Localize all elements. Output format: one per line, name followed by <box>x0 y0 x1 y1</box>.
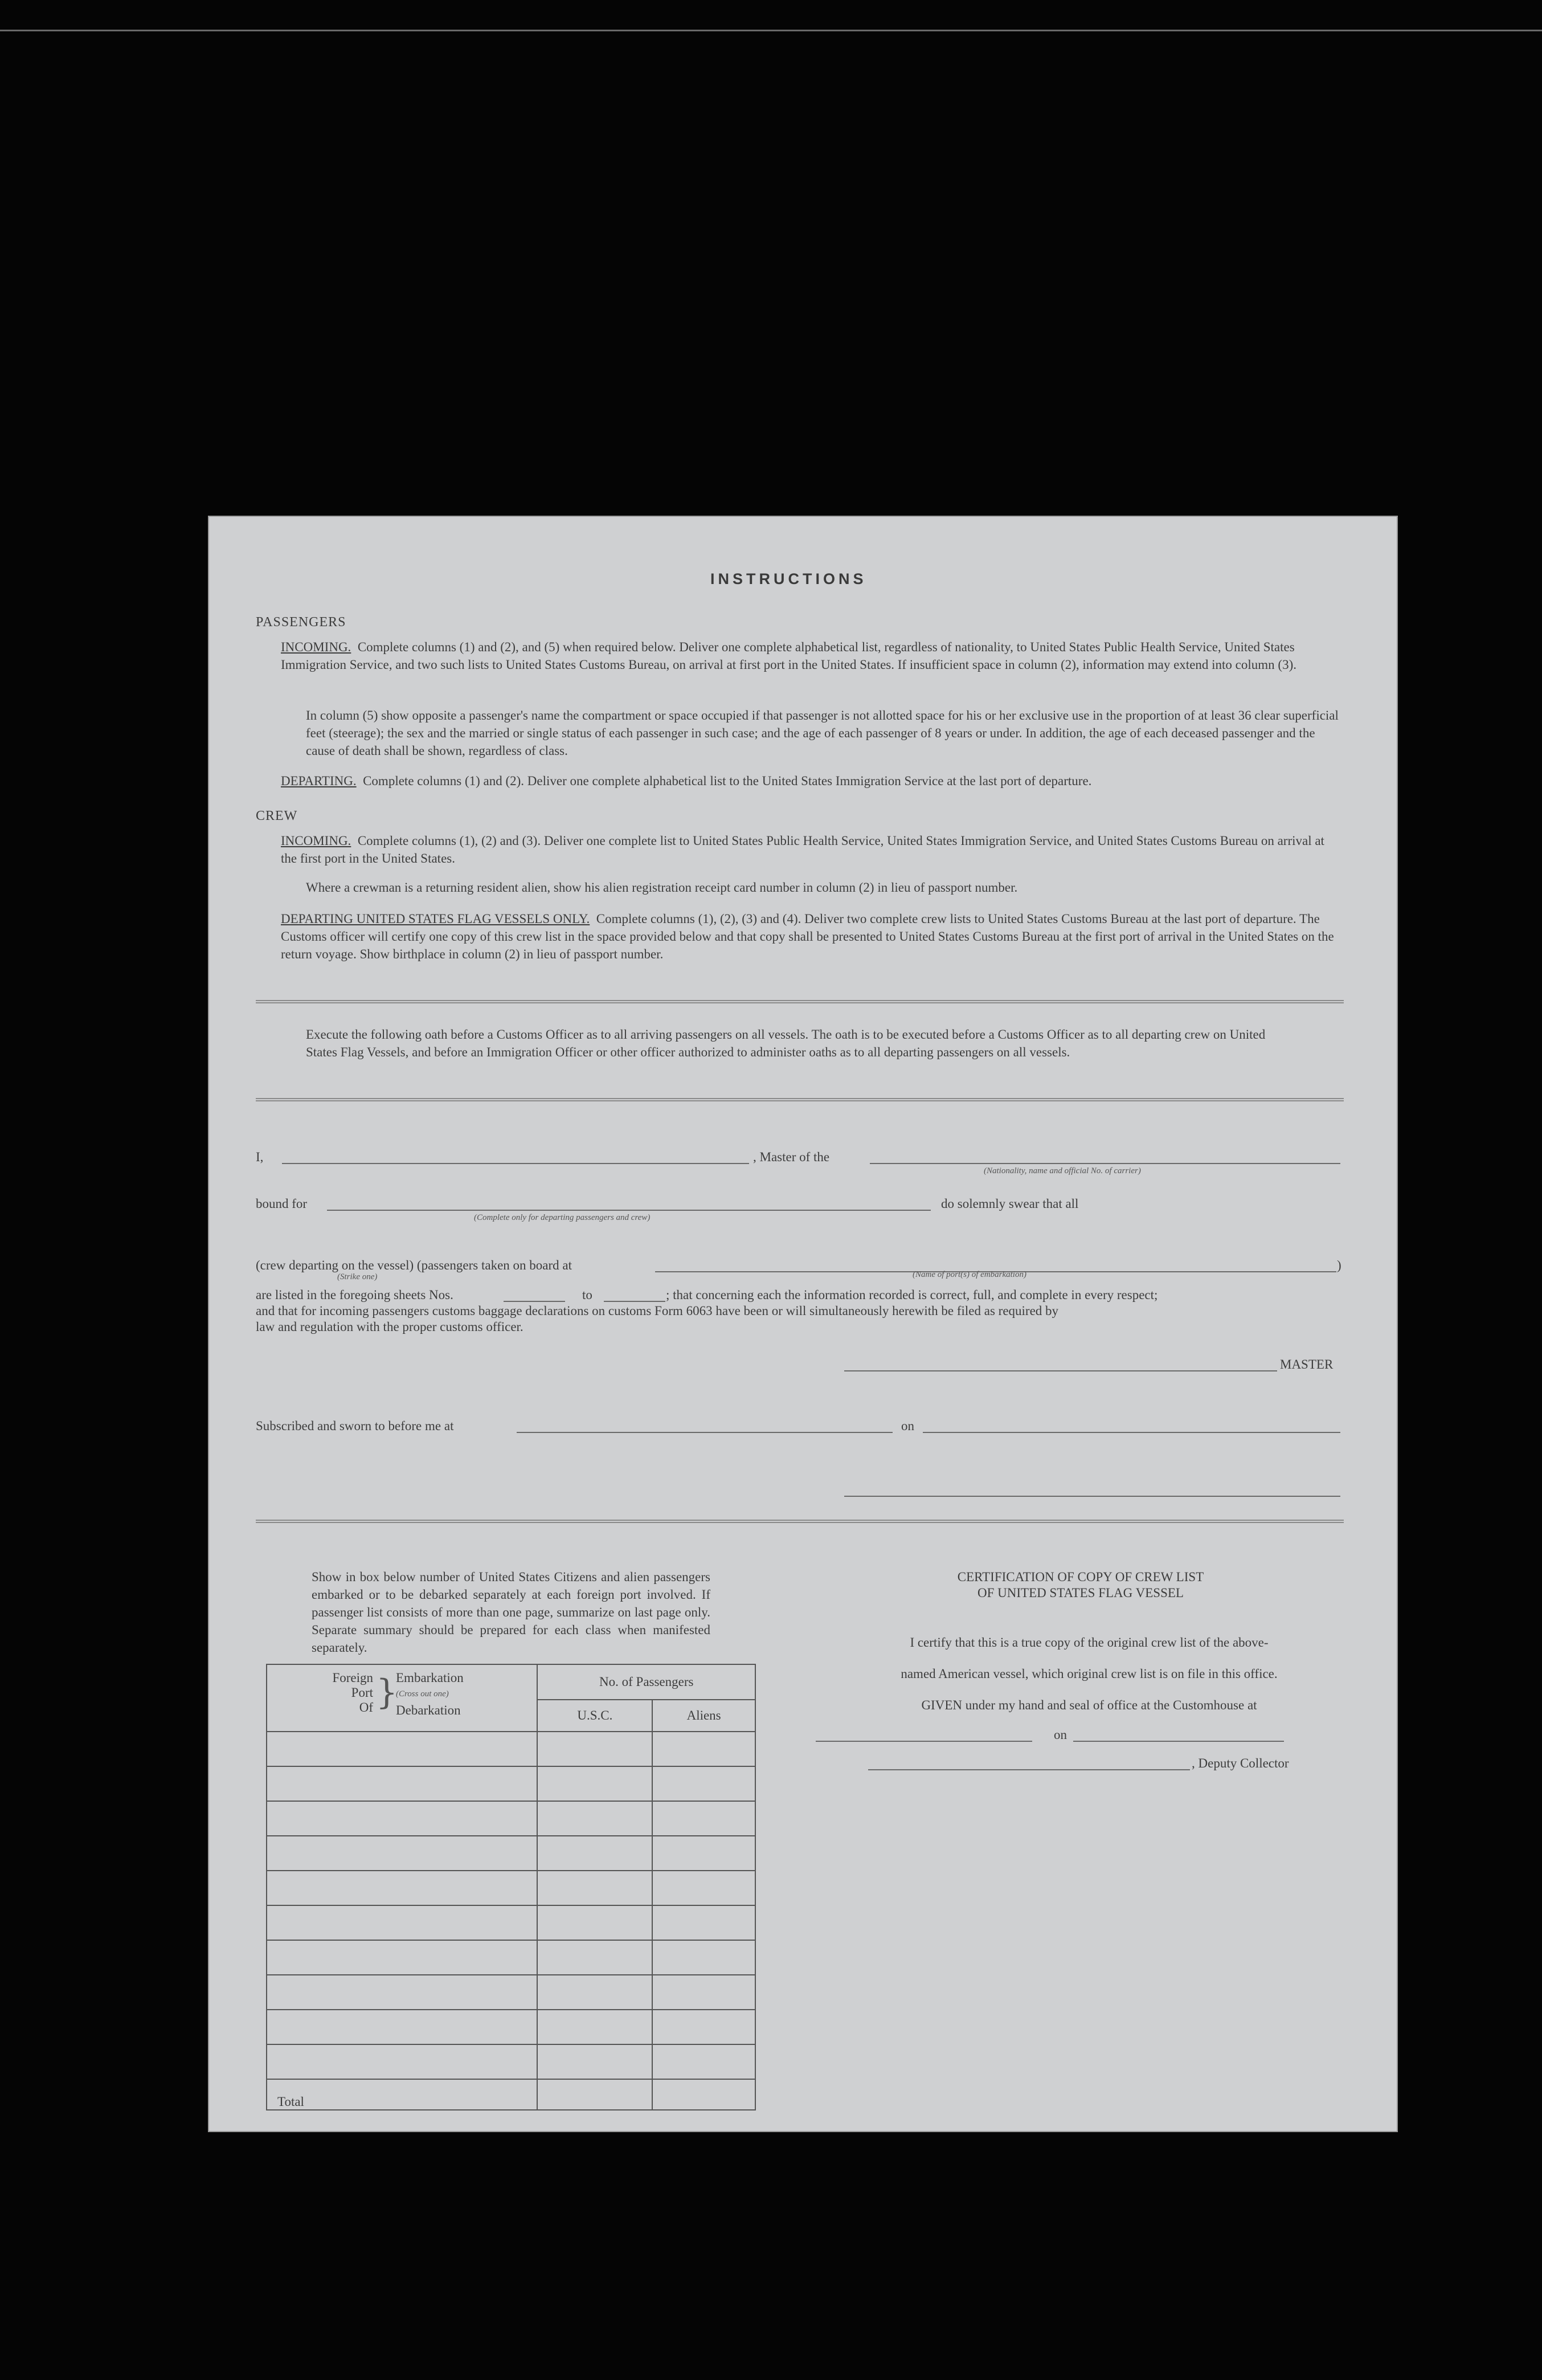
table-row <box>267 1801 755 1836</box>
port-cell[interactable] <box>267 1975 537 2010</box>
certification-title-line2: OF UNITED STATES FLAG VESSEL <box>977 1586 1184 1600</box>
usc-cell[interactable] <box>537 1732 652 1766</box>
usc-cell[interactable] <box>537 1766 652 1801</box>
summary-instruction: Show in box below number of United States Citizens and alien passengers embarked or to be debarked separately at each foreign port involved. If passenger list consists of more than one page, summarize on last page only. Separate summary should be prepared for each class when manifested separately. <box>312 1570 710 1655</box>
usc-cell[interactable] <box>537 1836 652 1871</box>
no-passengers-header: No. of Passengers <box>537 1664 755 1700</box>
crew-departing-paragraph <box>281 910 1340 963</box>
passengers-incoming-paragraph <box>281 638 1340 673</box>
summary-header-row <box>267 1664 755 1700</box>
bound-for-label: bound for <box>256 1197 308 1211</box>
table-row <box>267 1905 755 1940</box>
given-statement: GIVEN under my hand and seal of office at the Customhouse at <box>921 1698 1257 1712</box>
total-row <box>267 2079 755 2110</box>
passengers-column5-paragraph: In column (5) show opposite a passenger's name the compartment or space occupied if that passenger is not allotted space for his or her exclusive use in the proportion of at least 36 clear superficial feet (steerage); the sex and the married or single status of each passenger in such case; and the age of each passenger of 8 years or under. In addition, the age of each deceased passenger and the cause of death shall be shown, regardless of class. <box>306 708 1339 758</box>
table-row <box>267 1836 755 1871</box>
brace-icon: } <box>376 1672 398 1712</box>
ports-caption: (Name of port(s) of embarkation) <box>913 1270 1026 1279</box>
port-header-cell <box>267 1664 537 1732</box>
oath-intro: Execute the following oath before a Customs Officer as to all arriving passengers on all vessels. The oath is to be executed before a Customs Officer as to all departing crew on United States Flag Vessels, and before an Immigration Officer or other officer authorized to administer oaths as to all departing passengers on all vessels. <box>306 1027 1266 1059</box>
aliens-cell[interactable] <box>652 2044 755 2079</box>
summary-divider <box>256 1520 1344 1523</box>
usc-cell[interactable] <box>537 1905 652 1940</box>
crew-heading: CREW <box>256 809 298 823</box>
usc-cell[interactable] <box>537 1975 652 2010</box>
table-row <box>267 2044 755 2079</box>
regulation-statement: law and regulation with the proper customs officer. <box>256 1320 523 1334</box>
port-cell[interactable] <box>267 1905 537 1940</box>
aliens-cell[interactable] <box>652 1940 755 1975</box>
foreign-label: Foreign <box>332 1671 373 1685</box>
crew-passengers-label: (crew departing on the vessel) (passengers taken on board at <box>256 1258 572 1272</box>
of-label: Of <box>359 1700 373 1714</box>
port-cell[interactable] <box>267 1766 537 1801</box>
sworn-place-field[interactable] <box>517 1432 893 1433</box>
strike-one-caption: (Strike one) <box>337 1272 378 1281</box>
passengers-departing-text: Complete columns (1) and (2). Deliver one complete alphabetical list to the United States Immigration Service at the last port of departure. <box>363 774 1092 788</box>
usc-header: U.S.C. <box>537 1700 652 1732</box>
port-cell[interactable] <box>267 1871 537 1905</box>
document-page <box>209 517 1397 2131</box>
debarkation-label: Debarkation <box>396 1703 461 1717</box>
sheets-statement: ; that concerning each the information recorded is correct, full, and complete in every respect; <box>666 1288 1158 1302</box>
port-cell[interactable] <box>267 1801 537 1836</box>
total-aliens-cell[interactable] <box>652 2079 755 2110</box>
sheets-to-label: to <box>582 1288 592 1302</box>
table-row <box>267 2010 755 2044</box>
passengers-incoming-label: INCOMING. <box>281 640 351 654</box>
usc-cell[interactable] <box>537 2010 652 2044</box>
swear-label: do solemnly swear that all <box>941 1197 1079 1211</box>
carrier-field[interactable] <box>870 1163 1340 1164</box>
port-cell[interactable] <box>267 1836 537 1871</box>
certification-title-line1: CERTIFICATION OF COPY OF CREW LIST <box>957 1570 1204 1584</box>
deputy-collector-label: , Deputy Collector <box>1192 1756 1289 1770</box>
sheets-label: are listed in the foregoing sheets Nos. <box>256 1288 453 1302</box>
aliens-cell[interactable] <box>652 1905 755 1940</box>
bound-for-field[interactable] <box>327 1210 931 1211</box>
customhouse-field[interactable] <box>816 1741 1032 1742</box>
table-row <box>267 1940 755 1975</box>
crew-departing-label: DEPARTING UNITED STATES FLAG VESSELS ONLY. <box>281 912 590 926</box>
table-row <box>267 1871 755 1905</box>
crew-alien-paragraph: Where a crewman is a returning resident alien, show his alien registration receipt card number in column (2) in lieu of passport number. <box>306 880 1018 895</box>
crew-incoming-label: INCOMING. <box>281 834 351 848</box>
section-divider <box>256 1000 1344 1003</box>
port-cell[interactable] <box>267 1940 537 1975</box>
aliens-cell[interactable] <box>652 2010 755 2044</box>
master-label: MASTER <box>1280 1357 1334 1371</box>
sworn-on-label: on <box>901 1419 914 1433</box>
usc-cell[interactable] <box>537 1801 652 1836</box>
aliens-cell[interactable] <box>652 1766 755 1801</box>
instructions-title: INSTRUCTIONS <box>710 570 867 587</box>
usc-cell[interactable] <box>537 1940 652 1975</box>
aliens-header: Aliens <box>652 1700 755 1732</box>
port-cell[interactable] <box>267 2010 537 2044</box>
master-signature-field[interactable] <box>844 1370 1277 1371</box>
crew-departing-text: Complete columns (1), (2), (3) and (4). Deliver two complete crew lists to United States Customs Bureau at the last port of departure. The Customs officer will certify one copy of this crew list in the space provided below and that copy shall be presented to United States Customs Bureau at the first port of arrival in the United States on the return voyage. Show birthplace in column (2) in lieu of passport number. <box>281 912 1334 961</box>
port-cell[interactable] <box>267 2044 537 2079</box>
scan-edge-line <box>0 30 1542 31</box>
port-label: Port <box>351 1685 373 1700</box>
crew-incoming-paragraph <box>281 832 1340 867</box>
table-row <box>267 1975 755 2010</box>
cross-out-label: (Cross out one) <box>396 1689 449 1699</box>
certify-line2: named American vessel, which original crew list is on file in this office. <box>901 1667 1278 1681</box>
oath-divider <box>256 1098 1344 1101</box>
total-label: Total <box>267 2079 537 2110</box>
master-of-the-label: , Master of the <box>753 1150 830 1164</box>
subscribed-label: Subscribed and sworn to before me at <box>256 1419 454 1433</box>
table-row <box>267 1732 755 1766</box>
baggage-statement: and that for incoming passengers customs baggage declarations on customs Form 6063 have been or will simultaneously herewith be filed as required by <box>256 1304 1059 1318</box>
deputy-signature-field[interactable] <box>868 1769 1190 1770</box>
bound-for-caption: (Complete only for departing passengers and crew) <box>474 1213 651 1222</box>
certify-line1: I certify that this is a true copy of the original crew list of the above- <box>910 1635 1269 1650</box>
nationality-caption: (Nationality, name and official No. of carrier) <box>984 1166 1141 1175</box>
officer-signature-field[interactable] <box>844 1496 1340 1497</box>
cert-on-label: on <box>1054 1728 1067 1742</box>
passengers-departing-paragraph <box>281 772 1340 790</box>
aliens-cell[interactable] <box>652 1871 755 1905</box>
total-usc-cell[interactable] <box>537 2079 652 2110</box>
oath-i-label: I, <box>256 1150 264 1164</box>
passengers-incoming-text: Complete columns (1) and (2), and (5) when required below. Deliver one complete alphabetical list, regardless of nationality, to United States Public Health Service, United States Immigration Service, and two such lists to United States Customs Bureau, on arrival at first port in the United States. If insufficient space in column (2), information may extend into column (3). <box>281 640 1296 672</box>
aliens-cell[interactable] <box>652 1975 755 2010</box>
aliens-cell[interactable] <box>652 1732 755 1766</box>
close-paren: ) <box>1337 1258 1341 1272</box>
usc-cell[interactable] <box>537 2044 652 2079</box>
sworn-date-field[interactable] <box>923 1432 1340 1433</box>
table-row <box>267 1766 755 1801</box>
aliens-cell[interactable] <box>652 1801 755 1836</box>
passengers-heading: PASSENGERS <box>256 615 346 630</box>
crew-incoming-text: Complete columns (1), (2) and (3). Deliver one complete list to United States Public Health Service, United States Immigration Service, and United States Customs Bureau on arrival at the first port in the United States. <box>281 834 1324 866</box>
port-cell[interactable] <box>267 1732 537 1766</box>
passengers-departing-label: DEPARTING. <box>281 774 357 788</box>
usc-cell[interactable] <box>537 1871 652 1905</box>
embarkation-label: Embarkation <box>396 1671 464 1685</box>
cert-date-field[interactable] <box>1073 1741 1284 1742</box>
passenger-summary-table <box>266 1664 756 2110</box>
aliens-cell[interactable] <box>652 1836 755 1871</box>
master-name-field[interactable] <box>282 1163 749 1164</box>
